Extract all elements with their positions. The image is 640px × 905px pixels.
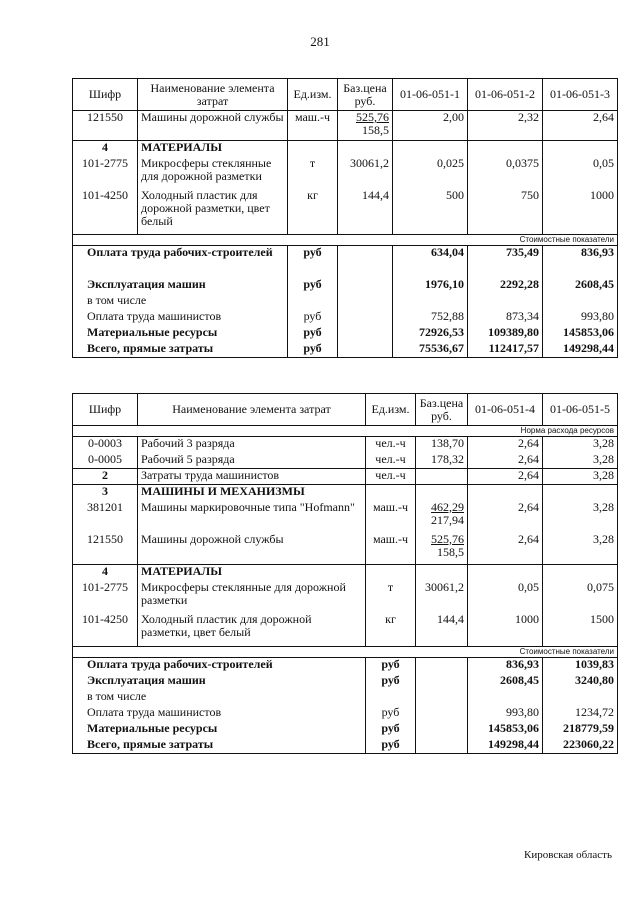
section-row xyxy=(73,485,618,501)
row-price: 144,4 xyxy=(338,189,393,235)
total-unit: руб xyxy=(288,278,338,294)
header-unit: Ед.изм. xyxy=(366,394,416,426)
row-unit: чел.-ч xyxy=(366,469,416,485)
header-code: Шифр xyxy=(73,394,138,426)
row-unit: т xyxy=(288,157,338,189)
row-code: 381201 xyxy=(73,501,138,533)
page-number: 281 xyxy=(310,34,330,49)
row-value-2: 3,28 xyxy=(543,437,618,453)
total-row xyxy=(73,326,618,342)
section-code: 3 xyxy=(73,485,138,501)
total-label: Материальные ресурсы xyxy=(73,722,366,738)
row-code: 0-0003 xyxy=(73,437,138,453)
note-cost-indicators: Стоимостные показатели xyxy=(73,647,618,658)
section-row xyxy=(73,141,618,157)
total-unit: руб xyxy=(288,326,338,342)
total-unit: руб xyxy=(366,674,416,690)
row-value-1: 2,64 xyxy=(468,469,543,485)
table-row xyxy=(73,189,618,235)
table-row xyxy=(73,581,618,613)
total-unit: руб xyxy=(366,738,416,754)
row-price xyxy=(338,111,393,141)
row-price: 30061,2 xyxy=(338,157,393,189)
header-col2: 01-06-051-2 xyxy=(468,79,543,111)
row-code: 101-4250 xyxy=(73,613,138,647)
row-unit: чел.-ч xyxy=(366,453,416,469)
section-note xyxy=(73,647,618,658)
row-name: Холодный пластик для дорожной разметки, цвет белый xyxy=(138,613,366,647)
section-name: МАТЕРИАЛЫ xyxy=(138,565,366,581)
total-row xyxy=(73,294,618,310)
row-unit: маш.-ч xyxy=(366,501,416,533)
row-price xyxy=(416,501,468,533)
row-value-2: 750 xyxy=(468,189,543,235)
note-resource-norm: Норма расхода ресурсов xyxy=(73,426,618,437)
total-value-2: 2292,28 xyxy=(468,278,543,294)
total-unit: руб xyxy=(366,658,416,674)
footer-region: Кировская область xyxy=(523,849,612,861)
section-row xyxy=(73,565,618,581)
header-code: Шифр xyxy=(73,79,138,111)
total-value-1: 75536,67 xyxy=(393,342,468,358)
row-unit: чел.-ч xyxy=(366,437,416,453)
row-name: Микросферы стеклянные для дорожной разметки xyxy=(138,581,366,613)
note-cost-indicators: Стоимостные показатели xyxy=(73,235,618,246)
row-value-2: 0,075 xyxy=(543,581,618,613)
header-price: Баз.цена руб. xyxy=(338,79,393,111)
row-unit: кг xyxy=(366,613,416,647)
header-col1: 01-06-051-1 xyxy=(393,79,468,111)
total-row xyxy=(73,246,618,278)
row-value-2: 3,28 xyxy=(543,501,618,533)
row-name: Микросферы стеклянные для дорожной разметки xyxy=(138,157,288,189)
row-name: Машины дорожной службы xyxy=(138,111,288,141)
row-code: 121550 xyxy=(73,533,138,565)
header-name: Наименование элемента затрат xyxy=(138,394,366,426)
row-price: 30061,2 xyxy=(416,581,468,613)
row-unit: т xyxy=(366,581,416,613)
total-value-2: 1234,72 xyxy=(543,706,618,722)
row-unit: маш.-ч xyxy=(366,533,416,565)
total-value-1: 752,88 xyxy=(393,310,468,326)
table-row xyxy=(73,437,618,453)
header-col5: 01-06-051-5 xyxy=(543,394,618,426)
total-row xyxy=(73,278,618,294)
total-unit: руб xyxy=(366,706,416,722)
table-row xyxy=(73,533,618,565)
total-row xyxy=(73,690,618,706)
total-value-1: 634,04 xyxy=(393,246,468,278)
row-unit: кг xyxy=(288,189,338,235)
total-label: в том числе xyxy=(73,690,366,706)
total-value-2: 1039,83 xyxy=(543,658,618,674)
section-code: 4 xyxy=(73,565,138,581)
table-header xyxy=(73,394,618,426)
price-secondary: 217,94 xyxy=(431,512,464,527)
table-header xyxy=(73,79,618,111)
total-label: Материальные ресурсы xyxy=(73,326,288,342)
total-label: Оплата труда машинистов xyxy=(73,310,288,326)
row-price: 178,32 xyxy=(416,453,468,469)
total-row xyxy=(73,674,618,690)
row-name: Машины дорожной службы xyxy=(138,533,366,565)
row-value-1: 0,05 xyxy=(468,581,543,613)
row-value-1: 2,64 xyxy=(468,501,543,533)
header-price: Баз.цена руб. xyxy=(416,394,468,426)
total-value-3: 145853,06 xyxy=(543,326,618,342)
row-value-3: 1000 xyxy=(543,189,618,235)
total-unit: руб xyxy=(288,310,338,326)
row-code: 121550 xyxy=(73,111,138,141)
row-value-3: 0,05 xyxy=(543,157,618,189)
total-label: в том числе xyxy=(73,294,288,310)
total-value-1: 1976,10 xyxy=(393,278,468,294)
row-value-2: 1500 xyxy=(543,613,618,647)
table-row xyxy=(73,157,618,189)
price-base: 525,76 xyxy=(356,110,389,124)
total-label: Эксплуатация машин xyxy=(73,278,288,294)
total-unit: руб xyxy=(288,342,338,358)
row-code: 101-2775 xyxy=(73,581,138,613)
section-code: 4 xyxy=(73,141,138,157)
total-value-3: 993,80 xyxy=(543,310,618,326)
total-value-2: 735,49 xyxy=(468,246,543,278)
cost-table-2 xyxy=(72,393,618,754)
total-row xyxy=(73,342,618,358)
total-value-2: 112417,57 xyxy=(468,342,543,358)
row-name: Холодный пластик для дорожной разметки, цвет белый xyxy=(138,189,288,235)
price-secondary: 158,5 xyxy=(437,544,464,559)
total-value-1: 145853,06 xyxy=(468,722,543,738)
row-name: Машины маркировочные типа "Hofmann" xyxy=(138,501,366,533)
total-row xyxy=(73,310,618,326)
row-name: Рабочий 3 разряда xyxy=(138,437,366,453)
section-note xyxy=(73,426,618,437)
row-value-1: 2,64 xyxy=(468,533,543,565)
price-base: 525,76 xyxy=(431,531,464,546)
total-value-2: 109389,80 xyxy=(468,326,543,342)
section-name: МАТЕРИАЛЫ xyxy=(138,141,288,157)
total-label: Оплата труда рабочих-строителей xyxy=(73,246,288,278)
total-label: Всего, прямые затраты xyxy=(73,342,288,358)
row-value-1: 1000 xyxy=(468,613,543,647)
total-value-1: 836,93 xyxy=(468,658,543,674)
row-code: 0-0005 xyxy=(73,453,138,469)
total-value-2: 218779,59 xyxy=(543,722,618,738)
total-unit: руб xyxy=(288,246,338,278)
row-value-1: 2,64 xyxy=(468,437,543,453)
row-value-2: 3,28 xyxy=(543,453,618,469)
row-price xyxy=(416,533,468,565)
row-unit: маш.-ч xyxy=(288,111,338,141)
header-unit: Ед.изм. xyxy=(288,79,338,111)
total-row xyxy=(73,722,618,738)
total-value-1: 149298,44 xyxy=(468,738,543,754)
row-code: 2 xyxy=(73,469,138,485)
row-price: 138,70 xyxy=(416,437,468,453)
total-label: Всего, прямые затраты xyxy=(73,738,366,754)
table-row xyxy=(73,469,618,485)
row-value-1: 2,00 xyxy=(393,111,468,141)
total-value-2: 3240,80 xyxy=(543,674,618,690)
row-value-2: 0,0375 xyxy=(468,157,543,189)
row-value-2: 3,28 xyxy=(543,533,618,565)
row-price: 144,4 xyxy=(416,613,468,647)
total-row xyxy=(73,738,618,754)
total-value-1: 72926,53 xyxy=(393,326,468,342)
row-value-3: 2,64 xyxy=(543,111,618,141)
table-row xyxy=(73,453,618,469)
header-col4: 01-06-051-4 xyxy=(468,394,543,426)
row-value-2: 3,28 xyxy=(543,469,618,485)
total-row xyxy=(73,658,618,674)
header-col3: 01-06-051-3 xyxy=(543,79,618,111)
row-name: Затраты труда машинистов xyxy=(138,469,366,485)
table-row xyxy=(73,501,618,533)
row-value-1: 500 xyxy=(393,189,468,235)
row-value-1: 2,64 xyxy=(468,453,543,469)
row-code: 101-4250 xyxy=(73,189,138,235)
row-value-2: 2,32 xyxy=(468,111,543,141)
row-value-1: 0,025 xyxy=(393,157,468,189)
total-value-1: 2608,45 xyxy=(468,674,543,690)
total-value-2: 873,34 xyxy=(468,310,543,326)
total-label: Эксплуатация машин xyxy=(73,674,366,690)
row-code: 101-2775 xyxy=(73,157,138,189)
total-row xyxy=(73,706,618,722)
total-value-1: 993,80 xyxy=(468,706,543,722)
total-label: Оплата труда машинистов xyxy=(73,706,366,722)
table-row xyxy=(73,111,618,141)
total-unit: руб xyxy=(366,722,416,738)
price-secondary: 158,5 xyxy=(362,123,389,137)
total-value-3: 149298,44 xyxy=(543,342,618,358)
total-value-3: 2608,45 xyxy=(543,278,618,294)
total-label: Оплата труда рабочих-строителей xyxy=(73,658,366,674)
price-base: 462,29 xyxy=(431,499,464,514)
section-name: МАШИНЫ И МЕХАНИЗМЫ xyxy=(138,485,366,501)
row-name: Рабочий 5 разряда xyxy=(138,453,366,469)
total-value-3: 836,93 xyxy=(543,246,618,278)
section-note xyxy=(73,235,618,246)
table-row xyxy=(73,613,618,647)
cost-table-1 xyxy=(72,78,618,358)
total-value-2: 223060,22 xyxy=(543,738,618,754)
header-name: Наименование элемента затрат xyxy=(138,79,288,111)
